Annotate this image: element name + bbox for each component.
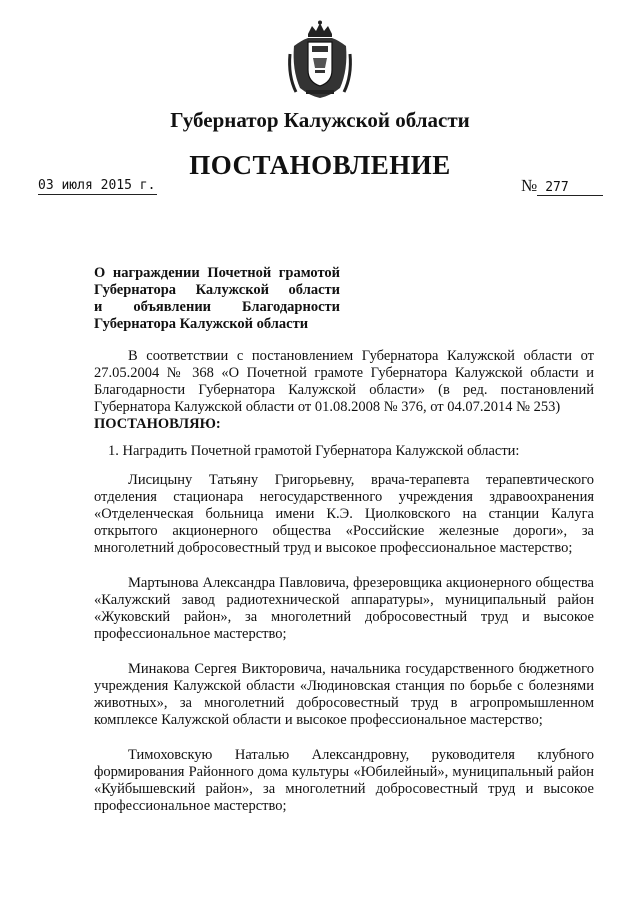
subject-line: Губернатора Калужской области xyxy=(94,316,309,332)
preamble: В соответствии с постановлением Губернатора Калужской области от 27.05.2004 № 368 «О Почетной грамоте Губернатора Калужской области и Благодарности Губернатора Калужской области» (в ред. постановлений Губернатора Калужской области от 01.08.2008 № 376, от 04.07.2014 № 253) xyxy=(94,348,594,415)
number-prefix: № xyxy=(521,176,538,195)
awardee-paragraph: Тимоховскую Наталью Александровну, руководителя клубного формирования Районного дома культуры «Юбилейный», муниципальный район «Куйбышевский район», за многолетний добросовестный труд и высокое профессиональное мастерство; xyxy=(94,747,594,814)
document-number xyxy=(521,176,603,196)
awardee-paragraph: Лисицыну Татьяну Григорьевну, врача-терапевта терапевтического отделения стационара негосударственного учреждения здравоохранения «Отделенческая больница имени К.Э. Циолковского на станции Калуга открытого акционерного общества «Российские железные дороги», за многолетний добросовестный труд и высокое профессиональное мастерство; xyxy=(94,472,594,556)
document-subject xyxy=(94,265,340,333)
decree-word: ПОСТАНОВЛЯЮ: xyxy=(94,416,221,432)
document-body xyxy=(94,348,594,815)
awardee-paragraph: Минакова Сергея Викторовича, начальника государственного бюджетного учреждения Калужской области «Людиновская станция по борьбе с болезнями животных», за многолетний добросовестный труд в агропромышленном комплексе Калужской области и высокое профессиональное мастерство; xyxy=(94,661,594,728)
awardee-paragraph: Мартынова Александра Павловича, фрезеровщика акционерного общества «Калужский завод радиотехнической аппаратуры», муниципальный район «Жуковский район», за многолетний добросовестный труд и высокое профессиональное мастерство; xyxy=(94,575,594,642)
document-date: 03 июля 2015 г. xyxy=(38,178,156,193)
subject-line: и объявлении Благодарности xyxy=(94,299,340,315)
kaluga-coat-of-arms-icon xyxy=(286,20,354,100)
subject-line: О награждении Почетной грамотой xyxy=(94,265,340,281)
issuer-title: Губернатор Калужской области xyxy=(170,108,470,132)
document-type: ПОСТАНОВЛЕНИЕ xyxy=(189,150,451,180)
number-value: 277 xyxy=(537,180,603,196)
item-1: 1. Наградить Почетной грамотой Губернатора Калужской области: xyxy=(108,443,520,459)
subject-line: Губернатора Калужской области xyxy=(94,282,340,298)
